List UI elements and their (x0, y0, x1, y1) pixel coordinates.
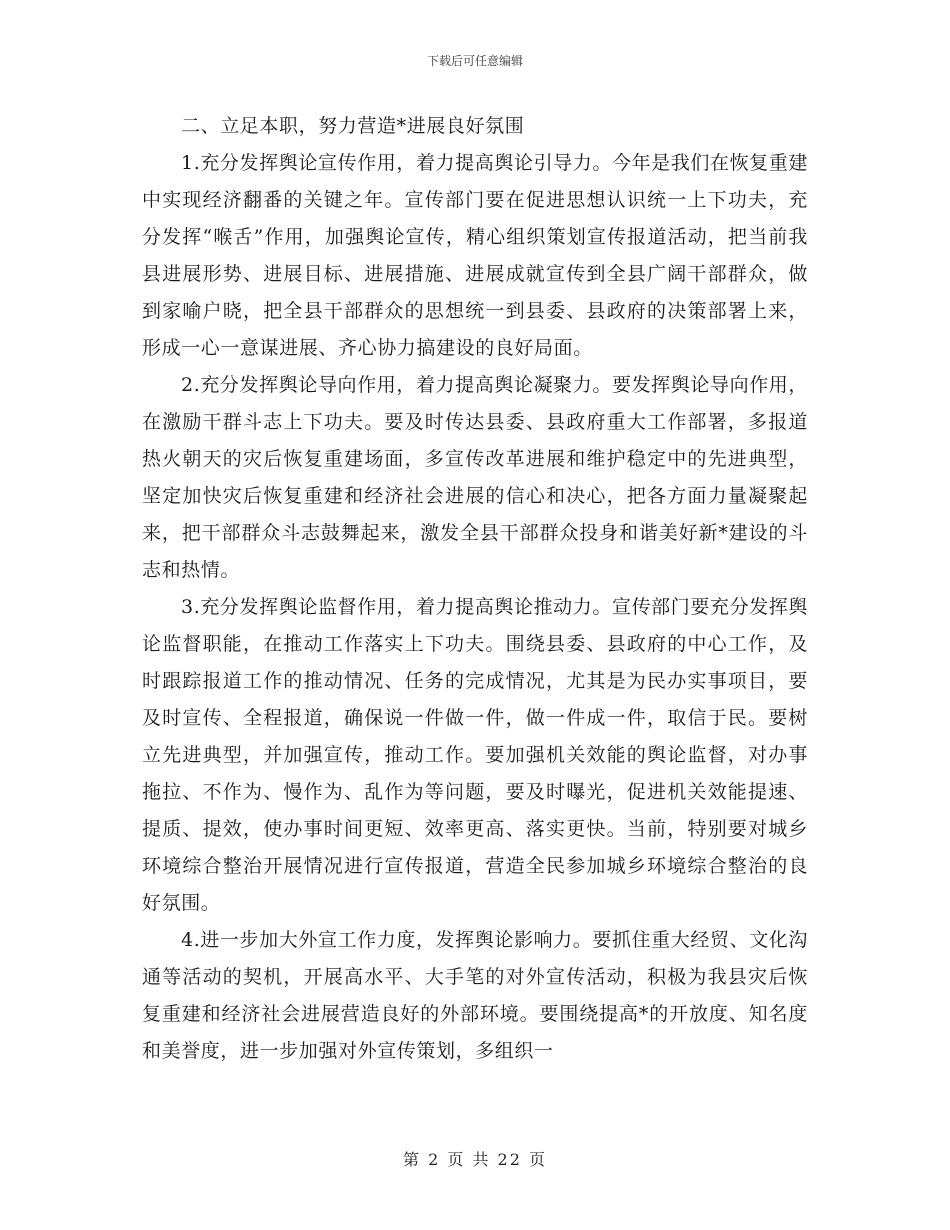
page-header: 下载后可任意编辑 (426, 54, 523, 68)
paragraph-3: 3.充分发挥舆论监督作用，着力提高舆论推动力。宣传部门要充分发挥舆论监督职能，在推动工作落实上下功夫。围绕县委、县政府的中心工作，及时跟踪报道工作的推动情况、任务的完成情况，尤其是为民办实事项目，要及时宣传、全程报道，确保说一件做一件，做一件成一件，取信于民。要树立先进典型，并加强宣传，推动工作。要加强机关效能的舆论监督，对办事拖拉、不作为、慢作为、乱作为等问题，要及时曝光，促进机关效能提速、提质、提效，使办事时间更短、效率更高、落实更快。当前，特别要对城乡环境综合整治开展情况进行宣传报道，营造全民参加城乡环境综合整治的良好氛围。 (142, 596, 808, 914)
page-number-footer: 第 2 页 共 22 页 (403, 1150, 547, 1169)
document-body (142, 108, 808, 1070)
paragraph-1: 1.充分发挥舆论宣传作用，着力提高舆论引导力。今年是我们在恢复重建中实现经济翻番的关键之年。宣传部门要在促进思想认识统一上下功夫，充分发挥“喉舌”作用，加强舆论宣传，精心组织策划宣传报道活动，把当前我县进展形势、进展目标、进展措施、进展成就宣传到全县广阔干部群众，做到家喻户晓，把全县干部群众的思想统一到县委、县政府的决策部署上来，形成一心一意谋进展、齐心协力搞建设的良好局面。 (142, 152, 808, 359)
paragraph-4: 4.进一步加大外宣工作力度，发挥舆论影响力。要抓住重大经贸、文化沟通等活动的契机，开展高水平、大手笔的对外宣传活动，积极为我县灾后恢复重建和经济社会进展营造良好的外部环境。要围绕提高*的开放度、知名度和美誉度，进一步加强对外宣传策划，多组织一 (142, 929, 808, 1062)
paragraph-2: 2.充分发挥舆论导向作用，着力提高舆论凝聚力。要发挥舆论导向作用，在激励干群斗志上下功夫。要及时传达县委、县政府重大工作部署，多报道热火朝天的灾后恢复重建场面，多宣传改革进展和维护稳定中的先进典型，坚定加快灾后恢复重建和经济社会进展的信心和决心，把各方面力量凝聚起来，把干部群众斗志鼓舞起来，激发全县干部群众投身和谐美好新*建设的斗志和热情。 (142, 374, 808, 581)
section-heading: 二、立足本职，努力营造*进展良好氛围 (181, 115, 525, 137)
